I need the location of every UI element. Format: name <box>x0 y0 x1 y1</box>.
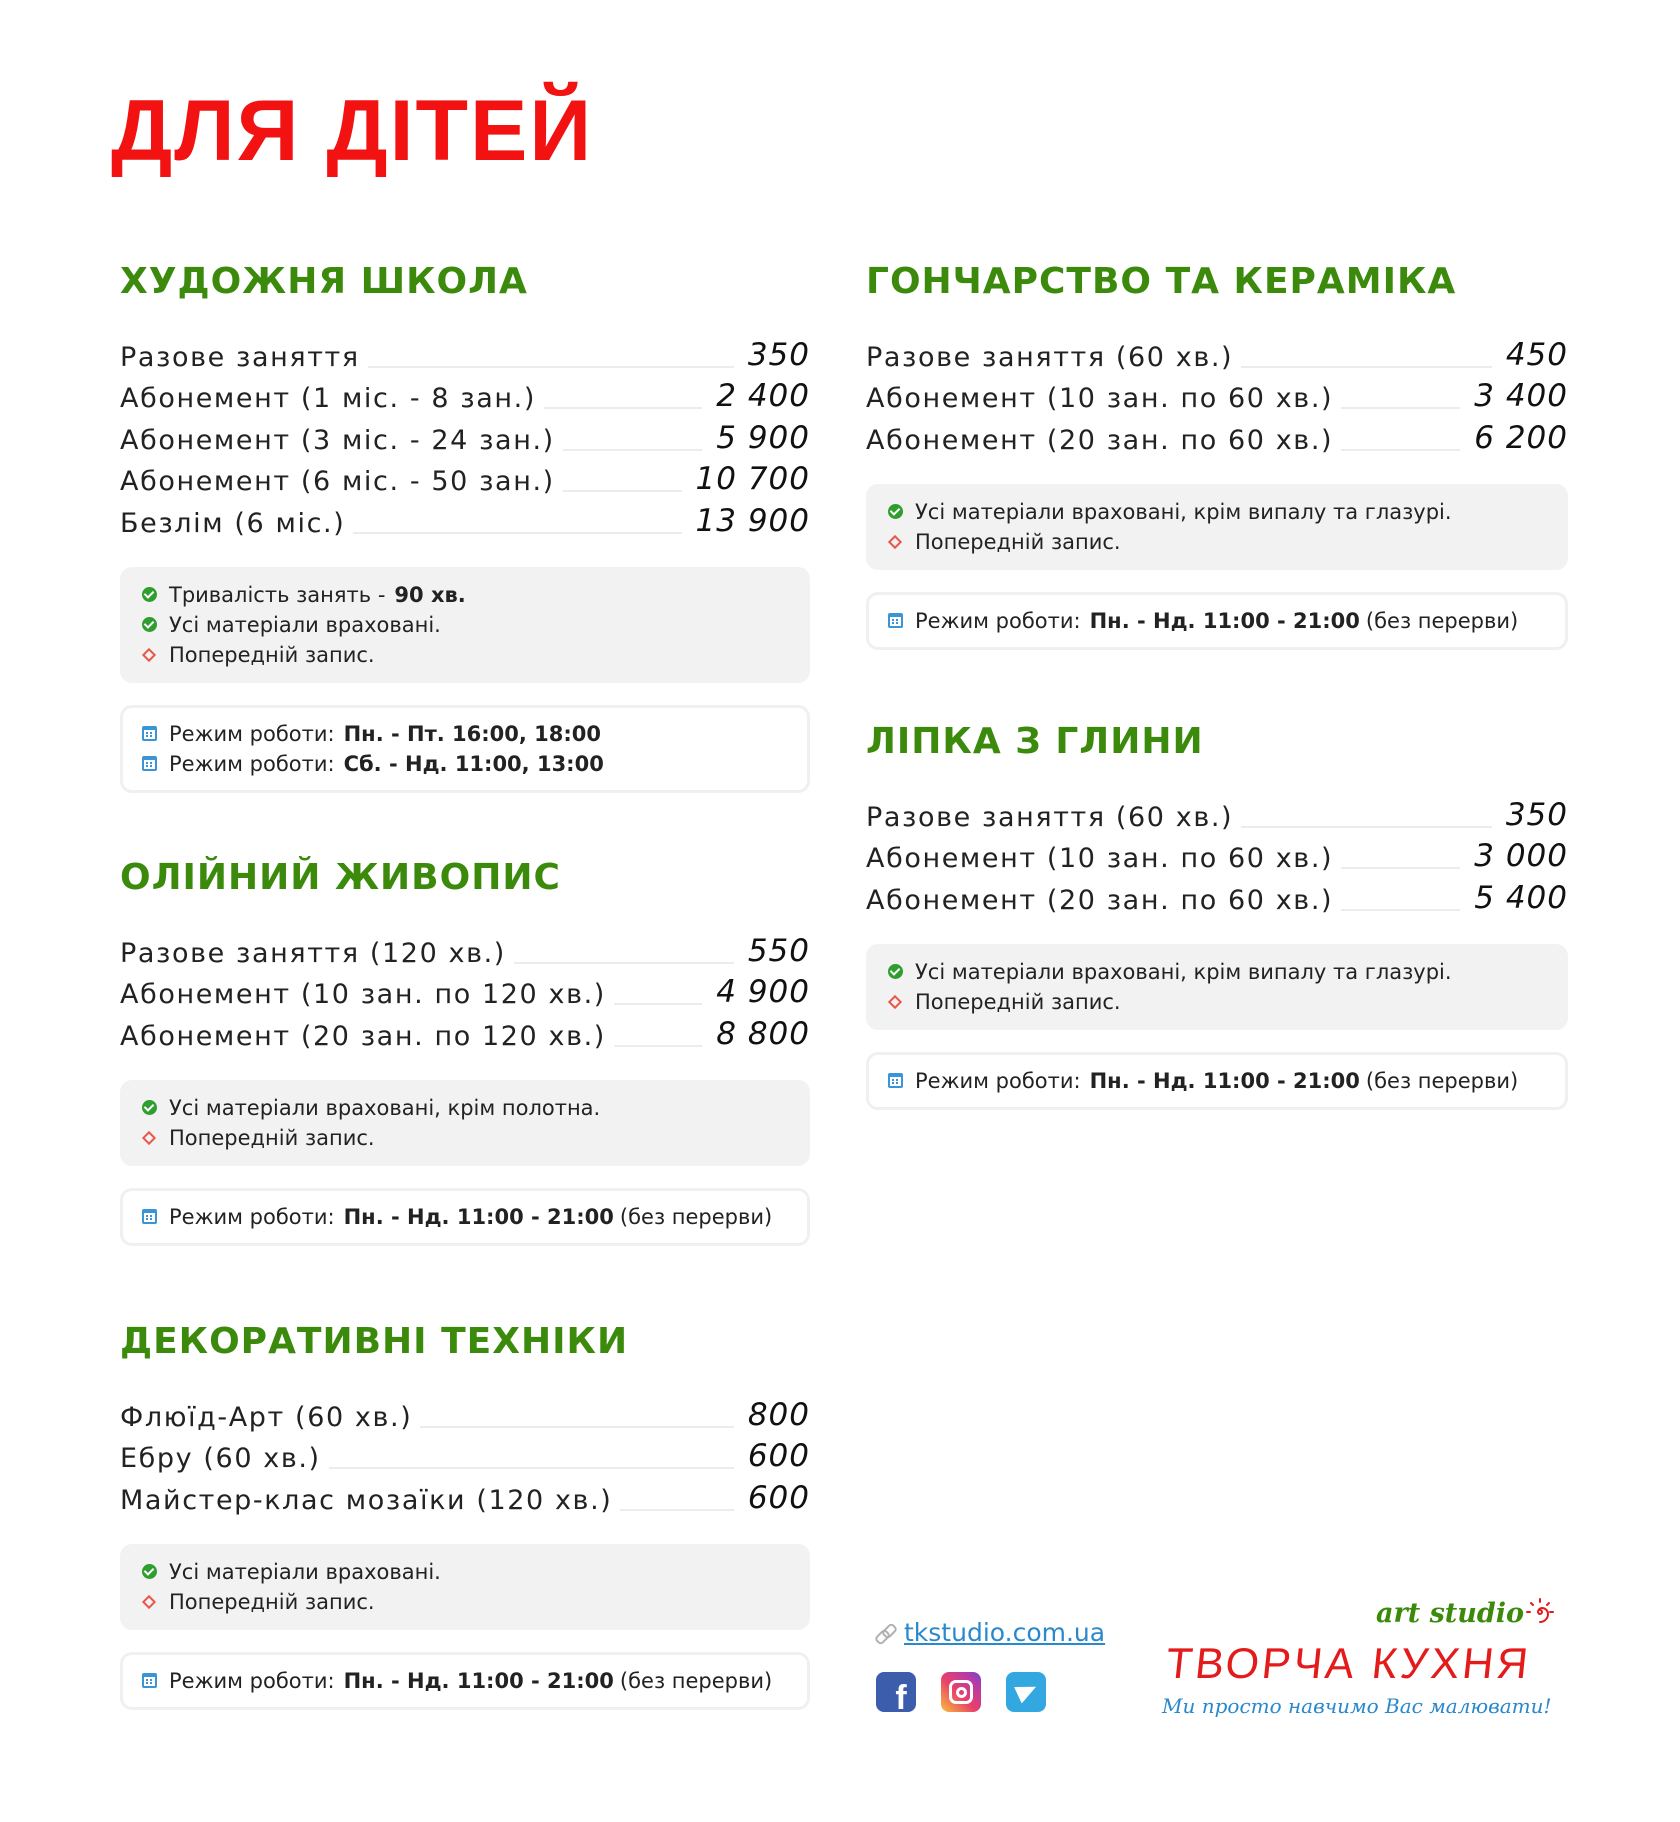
price-value: 6 200 <box>1474 419 1568 456</box>
working-hours <box>142 749 784 779</box>
price-row <box>120 1008 810 1050</box>
working-hours <box>888 1066 1542 1096</box>
hours-label: Режим роботи: <box>169 751 335 776</box>
price-row <box>866 831 1568 873</box>
working-hours <box>142 1666 784 1696</box>
dotted-leader <box>544 407 702 409</box>
note-text: Попередній запис. <box>915 989 1121 1014</box>
hours-value: Сб. - Нд. 11:00, 13:00 <box>343 751 604 776</box>
price-label: Абонемент (3 міс. - 24 зан.) <box>120 424 555 456</box>
price-value: 5 900 <box>716 419 810 456</box>
section-art-school <box>120 261 810 793</box>
price-list <box>120 925 810 1050</box>
info-note <box>142 1587 784 1617</box>
price-value: 10 700 <box>695 461 810 497</box>
info-note <box>888 527 1542 557</box>
section-decorative <box>120 1321 810 1710</box>
dotted-leader <box>1341 407 1460 409</box>
price-value: 350 <box>1505 796 1568 833</box>
price-value: 350 <box>747 336 810 373</box>
check-icon <box>142 1564 157 1579</box>
section-oil-painting <box>120 857 810 1246</box>
price-row <box>120 412 810 454</box>
note-text: Попередній запис. <box>169 642 375 667</box>
note-text: Усі матеріали враховані. <box>169 1559 441 1584</box>
section-title: ГОНЧАРСТВО ТА КЕРАМІКА <box>866 261 1457 302</box>
price-row <box>866 872 1568 914</box>
hours-value: Пн. - Нд. 11:00 - 21:00 <box>1089 1068 1360 1093</box>
hours-note: (без перерви) <box>619 1204 773 1229</box>
price-label: Флюїд-Арт (60 хв.) <box>120 1401 413 1433</box>
website-link[interactable] <box>876 1618 1105 1647</box>
price-list <box>120 329 810 537</box>
price-label: Абонемент (20 зан. по 60 хв.) <box>866 884 1334 916</box>
working-hours <box>888 606 1542 636</box>
note-bold: 90 хв. <box>394 582 466 607</box>
hours-label: Режим роботи: <box>169 1204 335 1229</box>
note-text: Усі матеріали враховані, крім випалу та глазурі. <box>915 959 1452 984</box>
sun-spiral-icon <box>1526 1598 1554 1626</box>
logo-tagline: Ми просто навчимо Вас малювати! <box>1162 1694 1552 1718</box>
price-row <box>120 495 810 537</box>
price-value: 2 400 <box>716 378 810 414</box>
info-box <box>866 484 1568 570</box>
info-note <box>142 640 784 670</box>
calendar-icon <box>888 613 903 628</box>
hours-box <box>120 705 810 793</box>
price-row <box>120 1389 810 1431</box>
note-text: Попередній запис. <box>915 529 1121 554</box>
info-note <box>142 1123 784 1153</box>
price-row <box>866 329 1568 371</box>
price-label: Разове заняття (120 хв.) <box>120 937 506 969</box>
hours-value: Пн. - Нд. 11:00 - 21:00 <box>343 1668 614 1693</box>
section-clay <box>866 721 1568 1110</box>
price-label: Абонемент (1 міс. - 8 зан.) <box>120 383 536 414</box>
price-label: Абонемент (10 зан. по 60 хв.) <box>866 843 1334 874</box>
hours-label: Режим роботи: <box>169 1668 335 1693</box>
section-title: ОЛІЙНИЙ ЖИВОПИС <box>120 857 561 898</box>
price-value: 3 400 <box>1474 378 1568 414</box>
section-title: ХУДОЖНЯ ШКОЛА <box>120 261 528 302</box>
price-row <box>120 925 810 967</box>
link-icon <box>876 1624 894 1642</box>
price-row <box>120 967 810 1009</box>
price-label: Абонемент (20 зан. по 60 хв.) <box>866 424 1334 456</box>
info-box <box>866 944 1568 1030</box>
calendar-icon <box>142 1673 157 1688</box>
calendar-icon <box>888 1073 903 1088</box>
hours-box <box>120 1188 810 1246</box>
page-title: ДЛЯ ДІТЕЙ <box>111 83 594 179</box>
dotted-leader <box>329 1467 734 1469</box>
hours-box <box>866 592 1568 650</box>
dotted-leader <box>1241 366 1492 368</box>
logo-main-text: ТВОРЧА КУХНЯ <box>1163 1640 1534 1688</box>
info-note <box>142 1557 784 1587</box>
note-text: Попередній запис. <box>169 1125 375 1150</box>
price-row <box>120 1431 810 1473</box>
dotted-leader <box>514 962 734 964</box>
note-text: Усі матеріали враховані. <box>169 612 441 637</box>
price-list <box>866 789 1568 914</box>
dotted-leader <box>353 532 681 534</box>
dotted-leader <box>614 1045 702 1047</box>
note-text: Усі матеріали враховані, крім випалу та глазурі. <box>915 499 1452 524</box>
diamond-icon <box>142 1594 156 1608</box>
dotted-leader <box>1241 826 1492 828</box>
price-value: 600 <box>747 1438 810 1474</box>
dotted-leader <box>1341 449 1460 451</box>
price-value: 450 <box>1505 336 1568 373</box>
instagram-icon[interactable] <box>941 1672 981 1712</box>
price-row <box>866 412 1568 454</box>
dotted-leader <box>1341 867 1460 869</box>
dotted-leader <box>563 490 682 492</box>
check-icon <box>888 964 903 979</box>
working-hours <box>142 1202 784 1232</box>
section-pottery <box>866 261 1568 650</box>
dotted-leader <box>620 1509 733 1511</box>
price-value: 550 <box>747 932 810 969</box>
dotted-leader <box>420 1426 733 1428</box>
hours-label: Режим роботи: <box>915 1068 1081 1093</box>
calendar-icon <box>142 756 157 771</box>
calendar-icon <box>142 726 157 741</box>
price-label: Разове заняття (60 хв.) <box>866 341 1234 373</box>
info-box <box>120 1544 810 1630</box>
hours-label: Режим роботи: <box>169 721 335 746</box>
dotted-leader <box>614 1003 702 1005</box>
hours-note: (без перерви) <box>1365 608 1519 633</box>
price-row <box>866 789 1568 831</box>
price-row <box>120 1472 810 1514</box>
working-hours <box>142 719 784 749</box>
note-text: Усі матеріали враховані, крім полотна. <box>169 1095 601 1120</box>
info-note <box>888 957 1542 987</box>
price-value: 13 900 <box>695 502 810 539</box>
hours-value: Пн. - Пт. 16:00, 18:00 <box>343 721 602 746</box>
info-note <box>142 610 784 640</box>
price-label: Разове заняття <box>120 341 360 373</box>
diamond-icon <box>142 1130 156 1144</box>
calendar-icon <box>142 1209 157 1224</box>
price-value: 5 400 <box>1474 879 1568 916</box>
telegram-icon[interactable] <box>1006 1672 1046 1712</box>
diamond-icon <box>888 534 902 548</box>
price-label: Майстер-клас мозаїки (120 хв.) <box>120 1484 613 1516</box>
info-box <box>120 1080 810 1166</box>
info-note <box>142 1093 784 1123</box>
price-label: Безлім (6 міс.) <box>120 507 346 539</box>
price-label: Абонемент (10 зан. по 60 хв.) <box>866 383 1334 414</box>
hours-box <box>120 1652 810 1710</box>
diamond-icon <box>888 994 902 1008</box>
check-icon <box>142 1100 157 1115</box>
price-row <box>120 454 810 496</box>
section-title: ЛІПКА З ГЛИНИ <box>866 721 1204 762</box>
website-text[interactable]: tkstudio.com.ua <box>904 1618 1106 1647</box>
price-value: 600 <box>747 1479 810 1516</box>
hours-note: (без перерви) <box>1365 1068 1519 1093</box>
note-text: Попередній запис. <box>169 1589 375 1614</box>
price-label: Абонемент (20 зан. по 120 хв.) <box>120 1020 606 1052</box>
studio-logo <box>1160 1598 1560 1718</box>
hours-value: Пн. - Нд. 11:00 - 21:00 <box>343 1204 614 1229</box>
hours-label: Режим роботи: <box>915 608 1081 633</box>
check-icon <box>888 504 903 519</box>
price-label: Разове заняття (60 хв.) <box>866 801 1234 833</box>
facebook-icon[interactable]: f <box>876 1672 916 1712</box>
price-list <box>120 1389 810 1514</box>
dotted-leader <box>1341 909 1460 911</box>
price-label: Ебру (60 хв.) <box>120 1443 321 1474</box>
hours-note: (без перерви) <box>619 1668 773 1693</box>
price-row <box>120 371 810 413</box>
section-title: ДЕКОРАТИВНІ ТЕХНІКИ <box>120 1321 629 1362</box>
social-links <box>876 1672 1046 1712</box>
price-list <box>866 329 1568 454</box>
price-value: 8 800 <box>716 1015 810 1052</box>
price-value: 3 000 <box>1474 838 1568 874</box>
price-row <box>866 371 1568 413</box>
hours-value: Пн. - Нд. 11:00 - 21:00 <box>1089 608 1360 633</box>
info-note <box>888 497 1542 527</box>
hours-box <box>866 1052 1568 1110</box>
note-text: Тривалість занять - <box>169 582 386 607</box>
price-label: Абонемент (10 зан. по 120 хв.) <box>120 979 606 1010</box>
info-box <box>120 567 810 683</box>
diamond-icon <box>142 647 156 661</box>
dotted-leader <box>563 449 702 451</box>
check-icon <box>142 617 157 632</box>
price-row <box>120 329 810 371</box>
dotted-leader <box>368 366 734 368</box>
price-value: 4 900 <box>716 974 810 1010</box>
price-label: Абонемент (6 міс. - 50 зан.) <box>120 466 555 497</box>
check-icon <box>142 587 157 602</box>
info-note <box>888 987 1542 1017</box>
price-value: 800 <box>747 1396 810 1433</box>
info-note <box>142 580 784 610</box>
logo-art-studio: art studio <box>1376 1598 1525 1629</box>
